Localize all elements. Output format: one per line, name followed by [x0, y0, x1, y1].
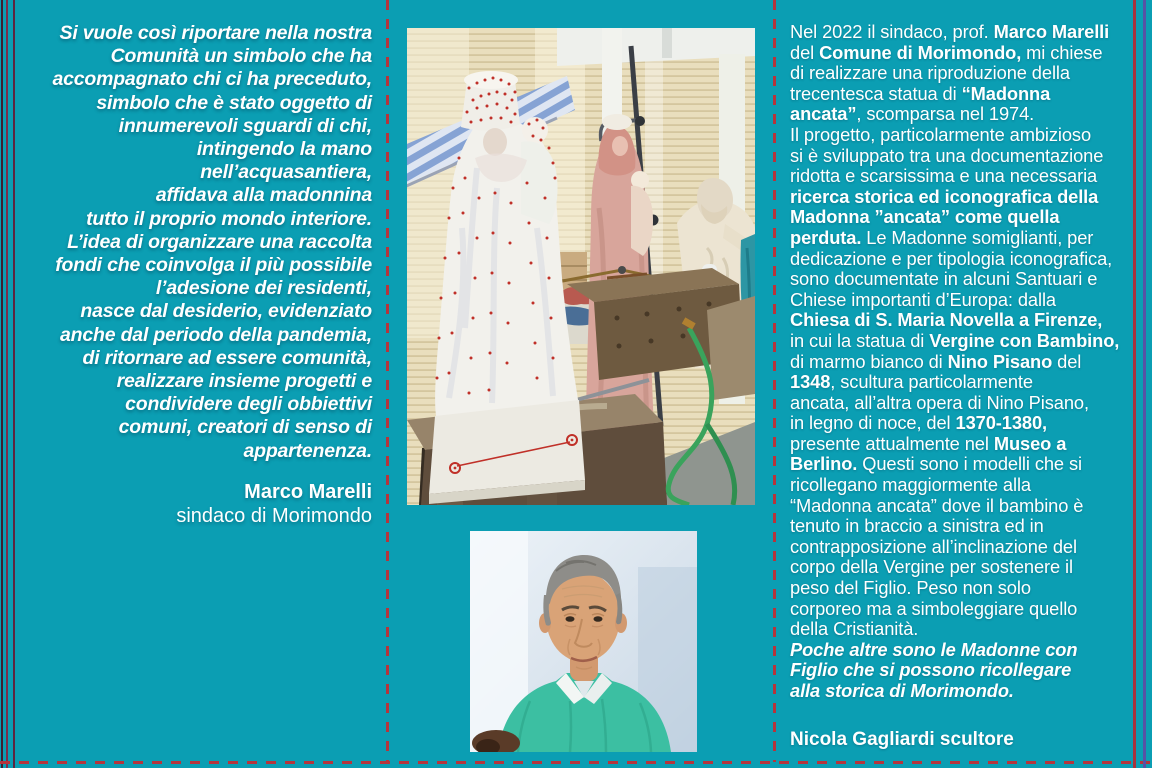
- text-line: si è sviluppato tra una documentazione: [790, 144, 1104, 166]
- text-line: comuni, creatori di senso di: [118, 416, 372, 439]
- text-line: di marmo bianco di Nino Pisano del: [790, 350, 1082, 372]
- text-line: fondi che coinvolga il più possibile: [55, 254, 372, 277]
- text-line: trecentesca statua di “Madonna: [790, 82, 1051, 104]
- text-line: ancata, all’altra opera di Nino Pisano,: [790, 391, 1089, 413]
- text-line: Berlino. Questi sono i modelli che si: [790, 453, 1082, 475]
- text-line: in legno di noce, del 1370-1380,: [790, 412, 1048, 434]
- text-line: “Madonna ancata” dove il bambino è: [790, 494, 1084, 516]
- text-line: l’adesione dei residenti,: [155, 277, 372, 300]
- text-line: in cui la statua di Vergine con Bambino,: [790, 329, 1120, 351]
- text-line: Comunità un simbolo che ha: [110, 45, 372, 68]
- text-line: di ritornare ad essere comunità,: [82, 346, 372, 369]
- text-line: affidava alla madonnina: [155, 184, 372, 207]
- text-line: realizzare insieme progetti e: [116, 370, 372, 393]
- text-line: Madonna ”ancata” come quella: [790, 206, 1060, 228]
- text-line: perduta. Le Madonne somiglianti, per: [790, 226, 1094, 248]
- text-line: appartenenza.: [243, 439, 372, 462]
- text-line: corpo della Vergine per sostenere il: [790, 556, 1073, 578]
- text-line: anche dal periodo della pandemia,: [60, 323, 372, 346]
- text-line: ridotta e scarsissima e una necessaria: [790, 165, 1098, 187]
- text-line: Chiesa di S. Maria Novella a Firenze,: [790, 309, 1103, 331]
- text-line: simbolo che è stato oggetto di: [96, 91, 372, 114]
- text-line: Si vuole così riportare nella nostra: [59, 22, 372, 44]
- text-line: 1348, scultura particolarmente: [790, 371, 1033, 393]
- text-line: nell’acquasantiera,: [200, 161, 372, 184]
- text-line: nasce dal desiderio, evidenziato: [80, 300, 372, 323]
- left-edge-mark-1: [1, 0, 3, 768]
- text-line: accompagnato chi ci ha preceduto,: [52, 68, 372, 91]
- fold-line-left: [386, 0, 389, 762]
- sculptor-portrait-photo: [470, 531, 697, 752]
- text-line: Chiese importanti d’Europa: dalla: [790, 288, 1056, 310]
- sculptor-signature: Nicola Gagliardi scultore: [790, 729, 1014, 750]
- text-line: Figlio che si possono ricollegare: [790, 659, 1072, 681]
- text-line: presente attualmente nel Museo a: [790, 432, 1067, 454]
- text-line: Il progetto, particolarmente ambizioso: [790, 123, 1092, 145]
- left-edge-mark-3: [13, 0, 15, 768]
- text-line: tenuto in braccio a sinistra ed in: [790, 515, 1044, 537]
- text-line: innumerevoli sguardi di chi,: [118, 114, 372, 137]
- text-line: della Cristianità.: [790, 618, 919, 640]
- bottom-trim-line: [0, 761, 1152, 764]
- text-line: Nel 2022 il sindaco, prof. Marco Marelli: [790, 21, 1110, 42]
- text-line: del Comune di Morimondo, mi chiese: [790, 41, 1103, 63]
- text-line: tutto il proprio mondo interiore.: [86, 207, 372, 230]
- text-line: di realizzare una riproduzione della: [790, 62, 1070, 84]
- text-line: ricerca storica ed iconografica della: [790, 185, 1099, 207]
- text-line: L’idea di organizzare una raccolta: [67, 230, 372, 253]
- mayor-signature-role: sindaco di Morimondo: [176, 505, 372, 527]
- mayor-message-text: [18, 22, 372, 463]
- fold-line-right: [773, 0, 776, 762]
- text-line: alla storica di Morimondo.: [790, 680, 1014, 701]
- text-line: Poche altre sono le Madonne con: [790, 638, 1078, 660]
- workshop-statues-photo: [407, 28, 755, 505]
- text-line: dedicazione e per tipologia iconografica,: [790, 247, 1113, 269]
- text-line: contrapposizione all’inclinazione del: [790, 535, 1077, 557]
- text-line: condividere degli obbiettivi: [125, 393, 372, 416]
- text-line: peso del Figlio. Peso non solo: [790, 577, 1031, 599]
- left-edge-mark-2: [6, 0, 8, 768]
- sculptor-statement-text: [790, 22, 1146, 702]
- mayor-signature-name: Marco Marelli: [244, 481, 372, 503]
- text-line: ancata”, scomparsa nel 1974.: [790, 103, 1035, 125]
- mayor-signature: [18, 480, 372, 528]
- text-line: sono documentate in alcuni Santuari e: [790, 268, 1098, 290]
- text-line: ricollegano maggiormente alla: [790, 474, 1031, 496]
- text-line: intingendo la mano: [196, 138, 372, 161]
- text-line: corporeo ma a simboleggiare quello: [790, 597, 1078, 619]
